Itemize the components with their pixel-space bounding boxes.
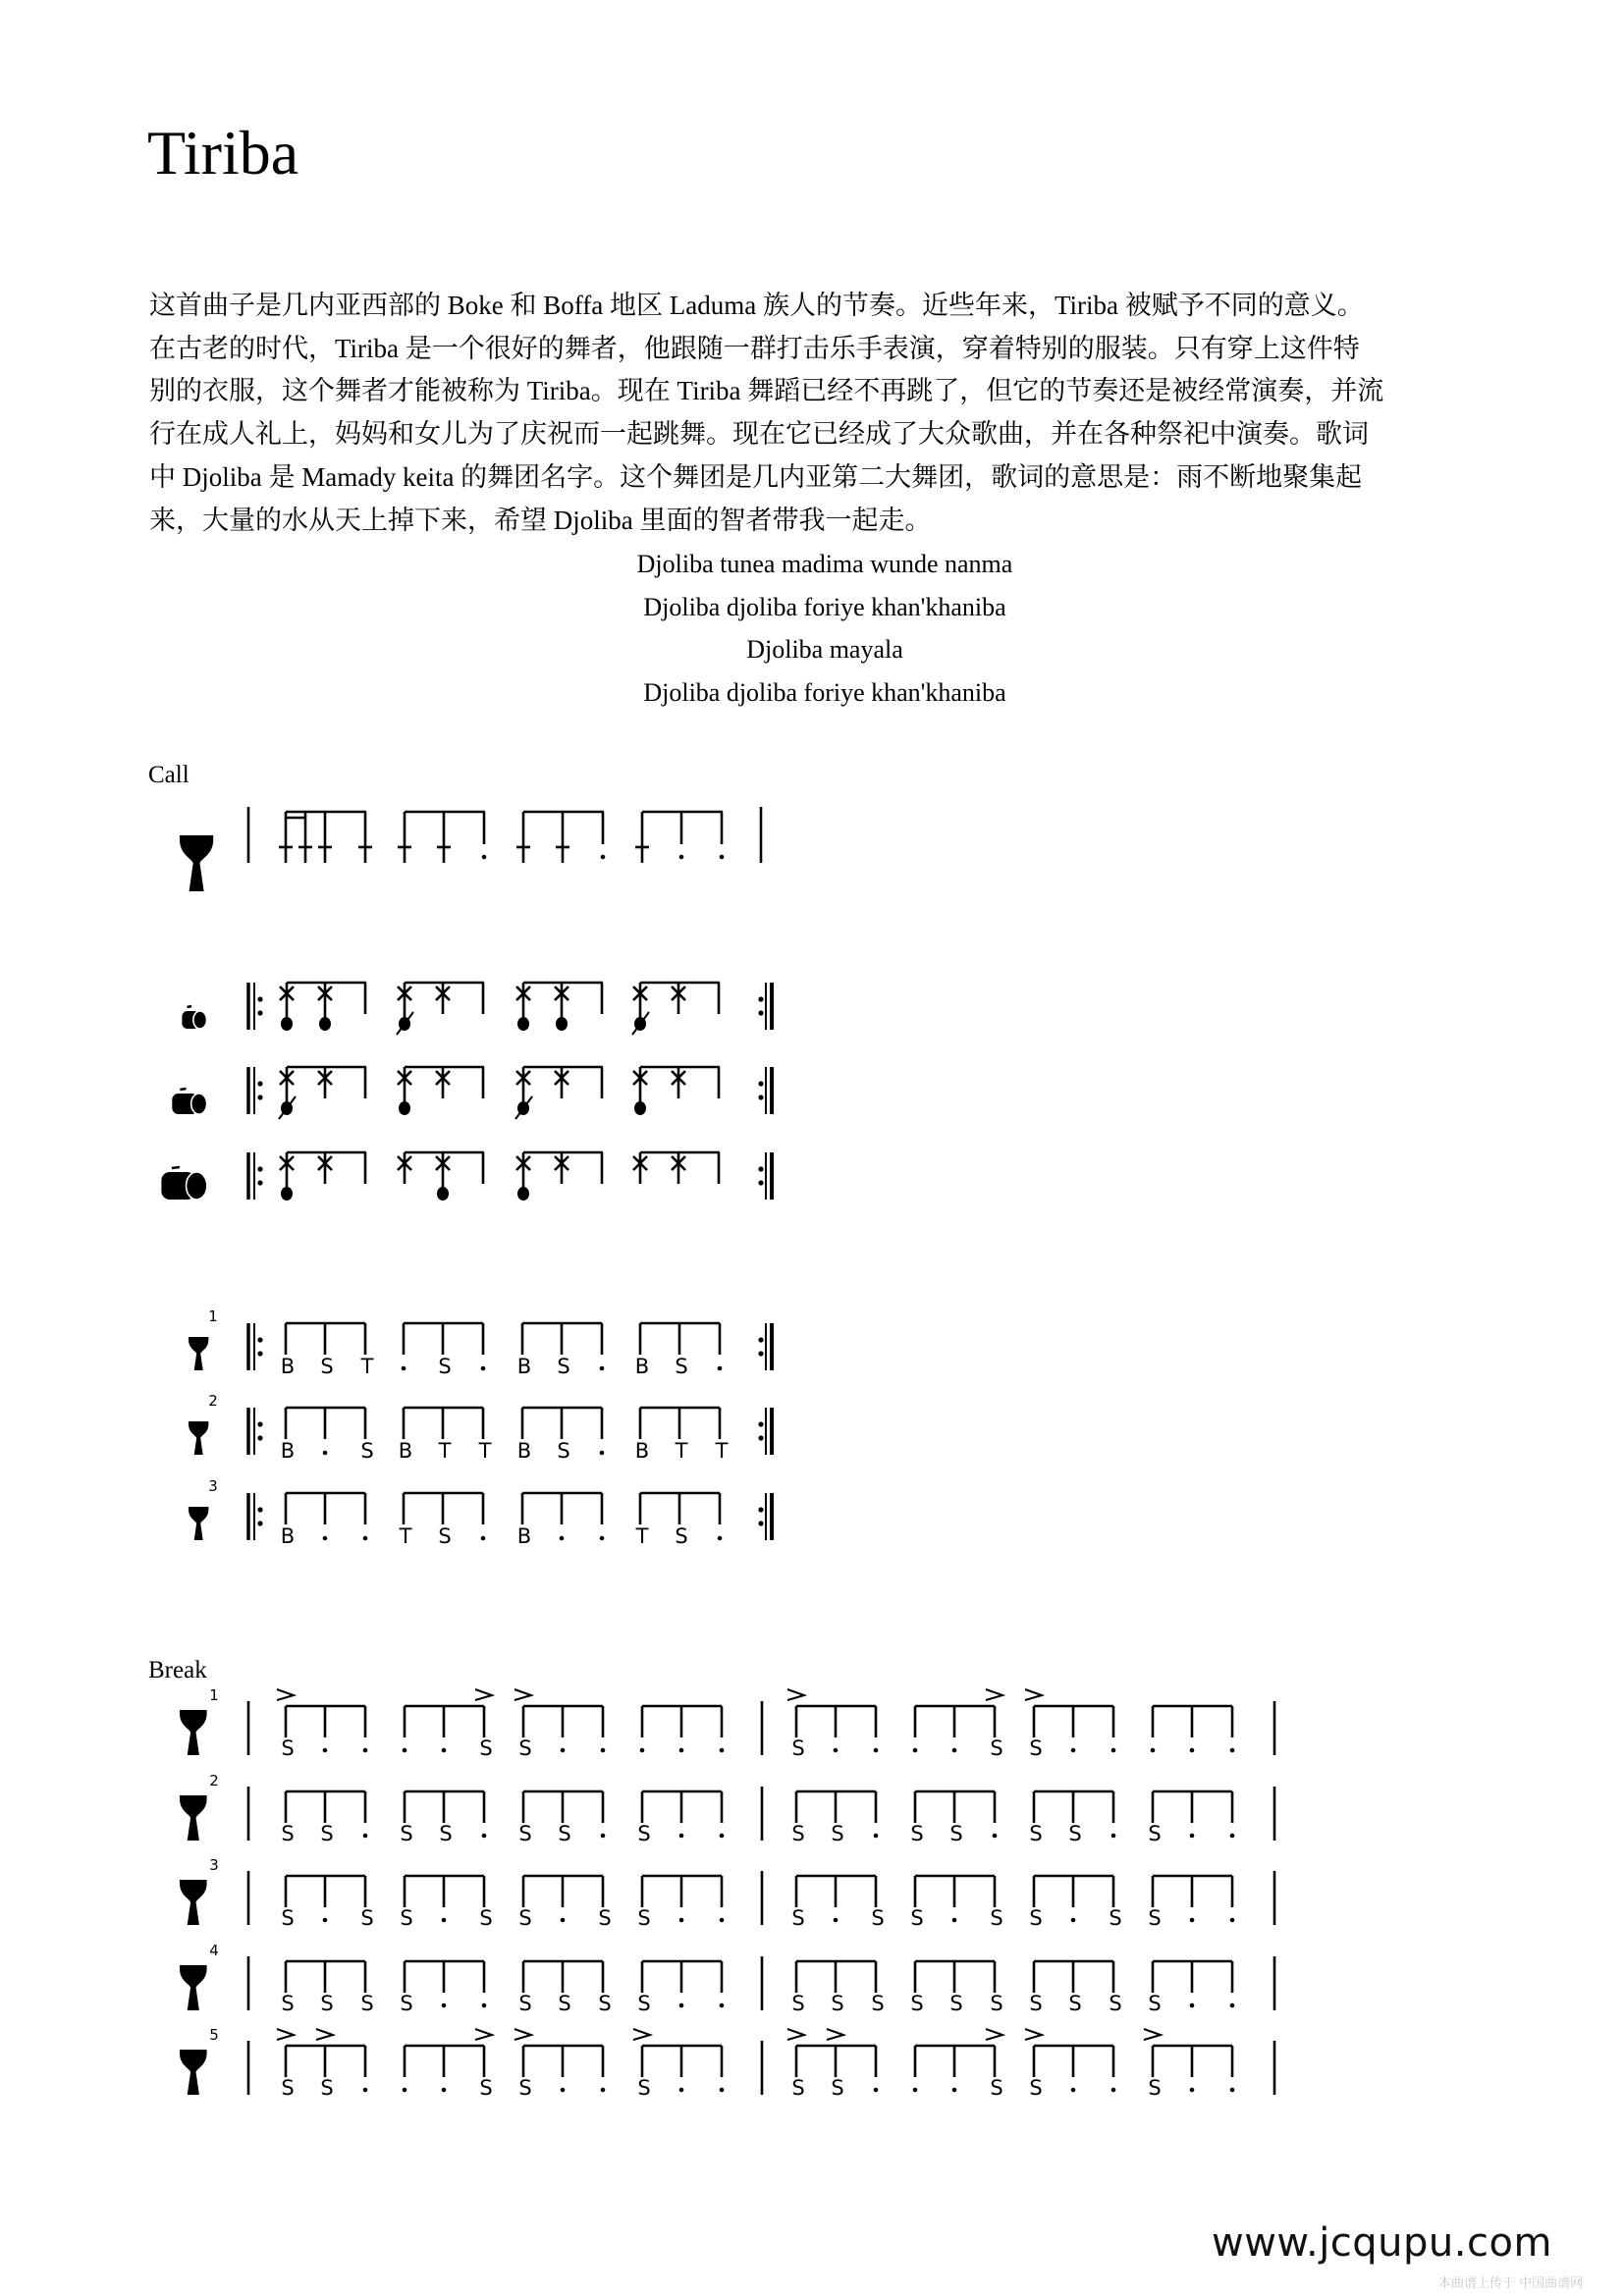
accent-mark (827, 2029, 843, 2040)
intro-line: 这首曲子是几内亚西部的 Boke 和 Boffa 地区 Laduma 族人的节奏。近些年来，Tiriba 被赋予不同的意义。 (149, 291, 1364, 320)
stroke-S: S (949, 1822, 963, 1845)
rest-dot (561, 1918, 566, 1923)
watermark-subtext: 本曲谱上传于 中国曲谱网 (1438, 2276, 1584, 2291)
dundunba-icon (161, 1167, 206, 1200)
stroke-S: S (637, 1906, 651, 1930)
repeat-dot (257, 1180, 262, 1185)
rest-dot (363, 1536, 368, 1541)
stroke-S: S (910, 1992, 924, 2015)
rest-dot (720, 1748, 725, 1753)
rest-dot (874, 1834, 879, 1839)
rest-dot (952, 1748, 957, 1753)
open-stroke-head (437, 1187, 449, 1201)
djembe-icon (180, 835, 213, 891)
open-stroke-head (634, 1101, 646, 1115)
rest-dot (442, 2003, 447, 2008)
rest-dot (601, 1834, 606, 1839)
repeat-dot (758, 1507, 763, 1512)
stroke-S: S (1148, 1906, 1162, 1930)
stroke-S: S (791, 1992, 805, 2015)
djembe-icon (189, 1337, 208, 1370)
rest-dot (874, 2088, 879, 2093)
stroke-S: S (831, 1992, 844, 2015)
stroke-S: S (990, 1736, 1003, 1760)
accent-mark (475, 1689, 492, 1700)
stroke-S: S (637, 1822, 651, 1845)
stroke-S: S (400, 1822, 413, 1845)
repeat-dot (758, 1095, 763, 1099)
stroke-S: S (518, 1906, 532, 1930)
rest-dot (363, 1748, 368, 1753)
stroke-S: S (675, 1355, 688, 1378)
rest-dot (720, 1918, 725, 1923)
part-number: 5 (209, 2026, 219, 2044)
stroke-B: B (634, 1355, 650, 1378)
open-stroke-head (517, 1187, 529, 1201)
rest-dot (720, 855, 725, 860)
rest-dot (561, 1748, 566, 1753)
part-number: 2 (208, 1392, 218, 1410)
djembe-icon (180, 1795, 207, 1841)
stroke-B: B (280, 1524, 296, 1548)
rest-dot (601, 1748, 606, 1753)
stroke-S: S (1029, 2076, 1043, 2100)
rest-dot (482, 2003, 487, 2008)
accent-mark (787, 1689, 804, 1700)
repeat-dot (758, 1081, 763, 1086)
part-number: 3 (209, 1856, 219, 1874)
section-label-call: Call (148, 762, 189, 788)
lyrics-line: Djoliba djoliba foriye khan'khaniba (643, 677, 1006, 707)
rest-dot (993, 1834, 998, 1839)
rest-dot (720, 2088, 725, 2093)
open-stroke-head (517, 1017, 529, 1031)
stroke-T: T (675, 1439, 688, 1463)
stroke-S: S (791, 2076, 805, 2100)
rest-dot (601, 855, 606, 860)
stroke-S: S (320, 2076, 334, 2100)
accent-mark (475, 2029, 492, 2040)
kenkeni-icon (182, 1006, 206, 1029)
repeat-dot (758, 1166, 763, 1171)
stroke-S: S (518, 1992, 532, 2015)
rest-dot (1230, 2088, 1235, 2093)
rest-dot (442, 1748, 447, 1753)
stroke-S: S (518, 1736, 532, 1760)
accent-mark (1025, 2029, 1042, 2040)
stroke-S: S (281, 2076, 295, 2100)
stroke-S: S (1068, 1992, 1082, 2015)
rest-dot (952, 2088, 957, 2093)
rest-dot (1111, 2088, 1116, 2093)
rest-dot (913, 2088, 918, 2093)
rest-dot (1151, 1748, 1156, 1753)
stroke-S: S (598, 1906, 612, 1930)
stroke-S: S (1029, 1736, 1043, 1760)
rest-dot (874, 1748, 879, 1753)
rest-dot (481, 1536, 486, 1541)
accent-mark (986, 1689, 1002, 1700)
rest-dot (718, 1366, 723, 1371)
stroke-S: S (831, 1822, 844, 1845)
stroke-S: S (439, 1822, 453, 1845)
stroke-S: S (1148, 1822, 1162, 1845)
djembe-icon (180, 2050, 207, 2095)
rest-dot (679, 2088, 684, 2093)
rest-dot (1230, 1834, 1235, 1839)
rest-dot (1190, 2088, 1195, 2093)
stroke-B: B (516, 1439, 532, 1463)
dunun-staff (161, 983, 772, 1201)
open-stroke-head (281, 1017, 293, 1031)
repeat-dot (257, 1351, 262, 1356)
rest-dot (323, 1536, 328, 1541)
rest-dot (560, 1536, 565, 1541)
repeat-dot (257, 1435, 262, 1440)
rest-dot (720, 1834, 725, 1839)
rest-dot (600, 1366, 605, 1371)
rest-dot (442, 1918, 447, 1923)
stroke-S: S (1068, 1822, 1082, 1845)
repeat-dot (758, 1180, 763, 1185)
rest-dot (1071, 2088, 1076, 2093)
accent-mark (514, 2029, 531, 2040)
rest-dot (363, 1834, 368, 1839)
open-stroke-head (281, 1187, 293, 1201)
part-number: 4 (209, 1942, 219, 1959)
stroke-S: S (949, 1992, 963, 2015)
intro-line: 在古老的时代，Tiriba 是一个很好的舞者，他跟随一群打击乐手表演，穿着特别的服装。只有穿上这件特 (149, 333, 1360, 363)
stroke-S: S (479, 1736, 493, 1760)
repeat-dot (257, 1010, 262, 1015)
repeat-dot (758, 1010, 763, 1015)
rest-dot (402, 1366, 406, 1371)
stroke-T: T (438, 1439, 452, 1463)
repeat-dot (257, 1421, 262, 1426)
stroke-S: S (320, 1992, 334, 2015)
rest-dot (1230, 1918, 1235, 1923)
rest-dot (679, 1748, 684, 1753)
intro-line: 行在成人礼上，妈妈和女儿为了庆祝而一起跳舞。现在它已经成了大众歌曲，并在各种祭祀中演奏。歌词 (149, 419, 1369, 450)
stroke-B: B (516, 1355, 532, 1378)
accent-mark (787, 2029, 804, 2040)
djembe-icon (180, 1880, 207, 1925)
stroke-S: S (791, 1906, 805, 1930)
stroke-S: S (558, 1822, 571, 1845)
stroke-T: T (478, 1439, 492, 1463)
rest-dot (561, 2088, 566, 2093)
stroke-T: T (360, 1355, 374, 1378)
rest-dot (600, 1536, 605, 1541)
djembe-accompaniment-staff (189, 1308, 772, 1548)
rest-dot (834, 1918, 839, 1923)
rest-dot (720, 2003, 725, 2008)
rest-dot (1071, 1918, 1076, 1923)
stroke-S: S (558, 1992, 571, 2015)
sangban-icon (172, 1089, 206, 1114)
stroke-S: S (320, 1355, 334, 1378)
accent-mark (1025, 1689, 1042, 1700)
repeat-dot (257, 1081, 262, 1086)
rest-dot (1111, 1834, 1116, 1839)
stroke-S: S (990, 1906, 1003, 1930)
rest-dot (403, 2088, 407, 2093)
rest-dot (1190, 2003, 1195, 2008)
repeat-dot (257, 1166, 262, 1171)
stroke-S: S (910, 1906, 924, 1930)
part-number: 2 (209, 1772, 219, 1789)
rest-dot (1230, 2003, 1235, 2008)
stroke-S: S (1029, 1906, 1043, 1930)
stroke-T: T (635, 1524, 649, 1548)
stroke-B: B (634, 1439, 650, 1463)
stroke-S: S (1029, 1992, 1043, 2015)
rest-dot (679, 1918, 684, 1923)
break-staff (180, 1686, 1274, 2100)
intro-line: 别的衣服，这个舞者才能被称为 Tiriba。现在 Tiriba 舞蹈已经不再跳了，但它的节奏还是被经常演奏，并流 (149, 376, 1384, 406)
rest-dot (323, 1748, 328, 1753)
intro-line: 来，大量的水从天上掉下来，希望 Djoliba 里面的智者带我一起走。 (149, 505, 932, 535)
accent-mark (277, 2029, 294, 2040)
stroke-S: S (598, 1992, 612, 2015)
stroke-S: S (990, 2076, 1003, 2100)
stroke-S: S (400, 1992, 413, 2015)
stroke-S: S (281, 1906, 295, 1930)
djembe-icon (180, 1965, 207, 2010)
accent-mark (986, 2029, 1002, 2040)
stroke-S: S (1109, 1906, 1122, 1930)
stroke-S: S (400, 1906, 413, 1930)
rest-dot (834, 1748, 839, 1753)
stroke-S: S (479, 1906, 493, 1930)
rest-dot (679, 1834, 684, 1839)
stroke-T: T (399, 1524, 412, 1548)
stroke-S: S (791, 1736, 805, 1760)
stroke-B: B (280, 1355, 296, 1378)
rest-dot (482, 855, 487, 860)
part-number: 1 (208, 1308, 218, 1325)
rest-dot (679, 2003, 684, 2008)
stroke-S: S (360, 1906, 374, 1930)
rest-dot (640, 1748, 645, 1753)
stroke-S: S (675, 1524, 688, 1548)
stroke-S: S (637, 2076, 651, 2100)
rest-dot (482, 1834, 487, 1839)
repeat-dot (758, 1351, 763, 1356)
part-number: 3 (208, 1477, 218, 1495)
lyrics-line: Djoliba mayala (746, 635, 903, 664)
rest-dot (1190, 1834, 1195, 1839)
repeat-dot (758, 1337, 763, 1342)
rest-dot (1071, 1748, 1076, 1753)
rest-dot (718, 1536, 723, 1541)
intro-line: 中 Djoliba 是 Mamady keita 的舞团名字。这个舞团是几内亚第二大舞团，歌词的意思是：雨不断地聚集起 (149, 461, 1363, 492)
stroke-S: S (320, 1822, 334, 1845)
repeat-dot (257, 1337, 262, 1342)
stroke-S: S (1148, 2076, 1162, 2100)
stroke-S: S (1029, 1822, 1043, 1845)
repeat-dot (257, 1521, 262, 1525)
stroke-S: S (281, 1992, 295, 2015)
repeat-dot (257, 1095, 262, 1099)
stroke-S: S (518, 1822, 532, 1845)
rest-dot (442, 2088, 447, 2093)
stroke-S: S (831, 2076, 844, 2100)
stroke-T: T (715, 1439, 729, 1463)
stroke-S: S (438, 1355, 452, 1378)
repeat-dot (257, 996, 262, 1001)
repeat-dot (758, 1521, 763, 1525)
rest-dot (1111, 1748, 1116, 1753)
stroke-S: S (479, 2076, 493, 2100)
repeat-dot (758, 1435, 763, 1440)
stroke-S: S (637, 1992, 651, 2015)
rest-dot (323, 1918, 328, 1923)
repeat-dot (758, 996, 763, 1001)
call-staff (180, 807, 761, 891)
rest-dot (323, 1451, 328, 1456)
section-label-break: Break (148, 1657, 207, 1683)
accent-mark (633, 2029, 650, 2040)
page-title: Tiriba (147, 118, 299, 187)
stroke-S: S (360, 1992, 374, 2015)
lyrics-line: Djoliba tunea madima wunde nanma (636, 550, 1013, 578)
rest-dot (1190, 1918, 1195, 1923)
stroke-S: S (518, 2076, 532, 2100)
open-stroke-head (556, 1017, 568, 1031)
part-number: 1 (209, 1686, 219, 1704)
accent-mark (316, 2029, 333, 2040)
stroke-S: S (871, 1992, 885, 2015)
stroke-S: S (281, 1822, 295, 1845)
rest-dot (913, 1748, 918, 1753)
stroke-S: S (360, 1439, 374, 1463)
stroke-B: B (398, 1439, 413, 1463)
accent-mark (514, 1689, 531, 1700)
rest-dot (481, 1366, 486, 1371)
stroke-S: S (990, 1992, 1003, 2015)
rest-dot (363, 2088, 368, 2093)
stroke-S: S (281, 1736, 295, 1760)
stroke-S: S (1148, 1992, 1162, 2015)
open-stroke-head (399, 1101, 410, 1115)
djembe-icon (189, 1507, 208, 1540)
repeat-dot (257, 1507, 262, 1512)
open-stroke-head (319, 1017, 331, 1031)
djembe-icon (189, 1421, 208, 1455)
stroke-S: S (910, 1822, 924, 1845)
rest-dot (1190, 1748, 1195, 1753)
stroke-S: S (791, 1822, 805, 1845)
rest-dot (1230, 1748, 1235, 1753)
stroke-B: B (516, 1524, 532, 1548)
rest-dot (952, 1918, 957, 1923)
stroke-B: B (280, 1439, 296, 1463)
rest-dot (601, 2088, 606, 2093)
stroke-S: S (557, 1355, 570, 1378)
stroke-S: S (871, 1906, 885, 1930)
rest-dot (403, 1748, 407, 1753)
watermark: www.jcqupu.com (1212, 2220, 1552, 2266)
accent-mark (277, 1689, 294, 1700)
accent-mark (1144, 2029, 1161, 2040)
repeat-dot (758, 1421, 763, 1426)
stroke-S: S (438, 1524, 452, 1548)
rest-dot (679, 855, 684, 860)
stroke-S: S (557, 1439, 570, 1463)
stroke-S: S (1109, 1992, 1122, 2015)
lyrics-line: Djoliba djoliba foriye khan'khaniba (643, 592, 1006, 621)
rest-dot (600, 1451, 605, 1456)
djembe-icon (180, 1710, 207, 1755)
